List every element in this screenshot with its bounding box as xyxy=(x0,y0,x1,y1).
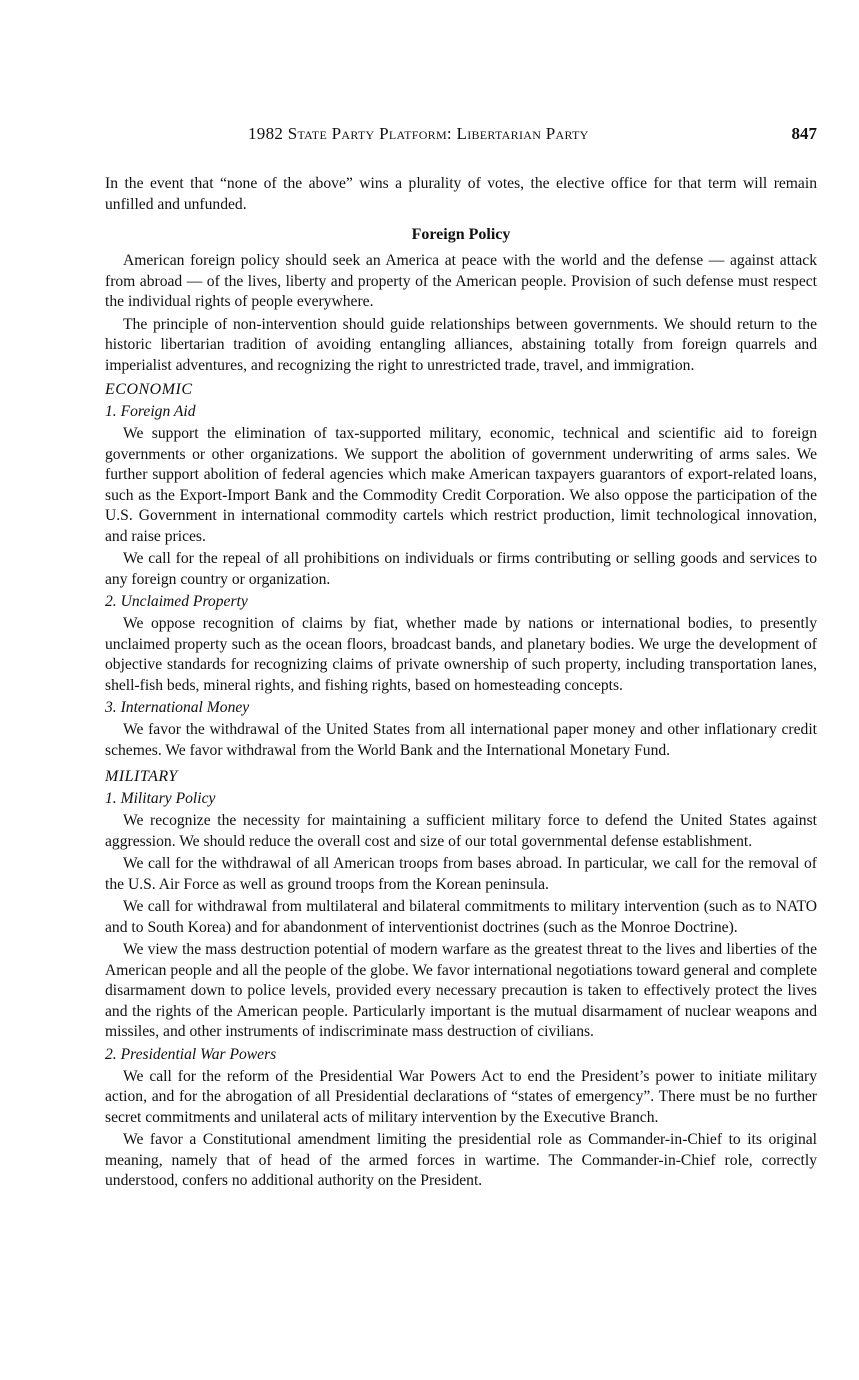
paragraph: We favor a Constitutional amendment limiting the presidential role as Commander-in-Chief to its original meaning, namely that of head of the armed forces in wartime. The Commander-in-Chief role, correctly understood, confers no additional authority on the President. xyxy=(105,1131,817,1189)
page-number: 847 xyxy=(791,124,817,143)
subheading-foreign-aid: 1. Foreign Aid xyxy=(105,403,196,420)
subheading-international-money: 3. International Money xyxy=(105,699,250,716)
paragraph: We call for the repeal of all prohibitions on individuals or firms contributing or selling goods and services to any foreign country or organization. xyxy=(105,550,817,588)
paragraph: We oppose recognition of claims by fiat, whether made by nations or international bodies, to presently unclaimed property such as the ocean floors, broadcast bands, and planetary bodies. We urge the development of objective standards for recognizing claims of private ownership of such property, including transportation lanes, shell-fish beds, mineral rights, and fishing rights, based on homesteading concepts. xyxy=(105,615,817,694)
document-page xyxy=(105,124,817,1192)
paragraph: We call for the withdrawal of all American troops from bases abroad. In particular, we call for the removal of the U.S. Air Force as well as ground troops from the Korean peninsula. xyxy=(105,855,817,893)
subheading-unclaimed-property: 2. Unclaimed Property xyxy=(105,593,248,610)
paragraph: We call for the reform of the Presidential War Powers Act to end the President’s power to initiate military action, and for the abrogation of all Presidential declarations of “states of emergency”. There must be no further secret commitments and unilateral acts of military intervention by the Executive Branch. xyxy=(105,1067,817,1126)
intro-paragraph: In the event that “none of the above” wins a plurality of votes, the elective office for that term will remain unfilled and unfunded. xyxy=(105,175,817,213)
paragraph: We support the elimination of tax-supported military, economic, technical and scientific aid to foreign governments or other organizations. We support the abolition of government underwriting of arms sales. We further support abolition of federal agencies which make American taxpayers guarantors of export-related loans, such as the Export-Import Bank and the Commodity Credit Corporation. We also oppose the participation of the U.S. Government in international commodity cartels which restrict production, limit technological innovation, and raise prices. xyxy=(105,425,817,545)
paragraph: We recognize the necessity for maintaining a sufficient military force to defend the United States against aggression. We should reduce the overall cost and size of our total governmental defense establishment. xyxy=(105,812,817,850)
paragraph: We favor the withdrawal of the United States from all international paper money and other inflationary credit schemes. We favor withdrawal from the World Bank and the International Monetary Fund. xyxy=(105,721,817,759)
subheading-presidential-war-powers: 2. Presidential War Powers xyxy=(105,1045,277,1063)
subheading-military-policy: 1. Military Policy xyxy=(105,790,216,807)
section-title-foreign-policy: Foreign Policy xyxy=(411,226,511,243)
running-title: 1982 State Party Platform: Libertarian Party xyxy=(248,124,589,143)
paragraph: The principle of non-intervention should guide relationships between governments. We should return to the historic libertarian tradition of avoiding entangling alliances, abstaining totally from foreign quarrels and imperialist adventures, and recognizing the right to unrestricted trade, travel, and immigration. xyxy=(105,315,817,374)
heading-economic: ECONOMIC xyxy=(105,381,193,398)
paragraph: We view the mass destruction potential of modern warfare as the greatest threat to the lives and liberties of the American people and all the people of the globe. We favor international negotiations toward general and complete disarmament down to police levels, provided every necessary precaution is taken to effectively protect the lives and the rights of the American people. Particularly important is the mutual disarmament of nuclear weapons and missiles, and other instruments of indiscriminate mass destruction of civilians. xyxy=(105,941,817,1040)
heading-military: MILITARY xyxy=(105,768,178,785)
paragraph: American foreign policy should seek an America at peace with the world and the defense — against attack from abroad — of the lives, liberty and property of the American people. Provision of such defense must respect the individual rights of people everywhere. xyxy=(105,252,817,310)
running-header xyxy=(105,124,817,152)
paragraph: We call for withdrawal from multilateral and bilateral commitments to military intervention (such as to NATO and to South Korea) and for abandonment of interventionist doctrines (such as the Monroe Doctrine). xyxy=(105,898,817,936)
